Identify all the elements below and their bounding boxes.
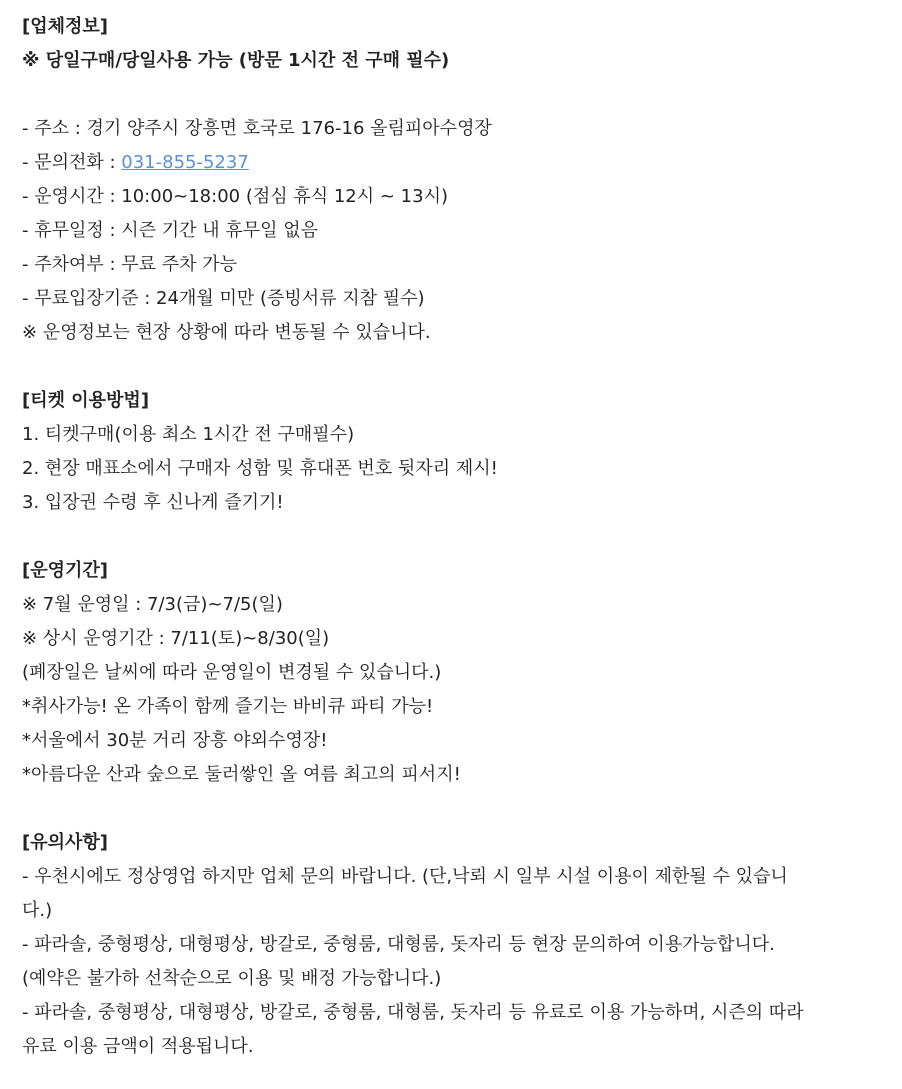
period-line: ※ 상시 운영기간 : 7/11(토)~8/30(일) bbox=[22, 628, 330, 649]
ticket-usage-heading: [티켓 이용방법] bbox=[22, 390, 150, 411]
phone-link[interactable]: 031-855-5237 bbox=[121, 152, 249, 173]
spacer bbox=[22, 350, 872, 384]
caution-line: 유료 이용 금액이 적용됩니다. bbox=[22, 1036, 254, 1057]
caution-line: 다.) bbox=[22, 900, 53, 921]
hours-line: - 운영시간 : 10:00~18:00 (점심 휴식 12시 ~ 13시) bbox=[22, 186, 448, 207]
period-line: *취사가능! 온 가족이 함께 즐기는 바비큐 파티 가능! bbox=[22, 696, 434, 717]
spacer bbox=[22, 78, 872, 112]
same-day-purchase-notice: ※ 당일구매/당일사용 가능 (방문 1시간 전 구매 필수) bbox=[22, 50, 450, 71]
caution-line: (예약은 불가하 선착순으로 이용 및 배정 가능합니다.) bbox=[22, 968, 442, 989]
period-line: *아름다운 산과 숲으로 둘러쌓인 올 여름 최고의 피서지! bbox=[22, 764, 461, 785]
phone-label: - 문의전화 : bbox=[22, 152, 122, 173]
caution-line: - 우천시에도 정상영업 하지만 업체 문의 바랍니다. (단,낙뢰 시 일부 시설 이용이 제한될 수 있습니 bbox=[22, 866, 788, 887]
ticket-step: 3. 입장권 수령 후 신나게 즐기기! bbox=[22, 492, 284, 513]
caution-line: - 파라솔, 중형평상, 대형평상, 방갈로, 중형룸, 대형룸, 돗자리 등 유료로 이용 가능하며, 시즌의 따라 bbox=[22, 1002, 804, 1023]
phone-line bbox=[22, 146, 872, 180]
ticket-step: 1. 티켓구매(이용 최소 1시간 전 구매필수) bbox=[22, 424, 355, 445]
cautions-heading: [유의사항] bbox=[22, 832, 109, 853]
spacer bbox=[22, 520, 872, 554]
caution-line: - 파라솔, 중형평상, 대형평상, 방갈로, 중형룸, 대형룸, 돗자리 등 현장 문의하여 이용가능합니다. bbox=[22, 934, 775, 955]
closed-days-line: - 휴무일정 : 시즌 기간 내 휴무일 없음 bbox=[22, 220, 319, 241]
operating-period-heading: [운영기간] bbox=[22, 560, 109, 581]
spacer bbox=[22, 792, 872, 826]
address-line: - 주소 : 경기 양주시 장흥면 호국로 176-16 올림피아수영장 bbox=[22, 118, 492, 139]
period-line: (폐장일은 날씨에 따라 운영일이 변경될 수 있습니다.) bbox=[22, 662, 442, 683]
free-entry-line: - 무료입장기준 : 24개월 미만 (증빙서류 지참 필수) bbox=[22, 288, 425, 309]
ticket-step: 2. 현장 매표소에서 구매자 성함 및 휴대폰 번호 뒷자리 제시! bbox=[22, 458, 498, 479]
parking-line: - 주차여부 : 무료 주차 가능 bbox=[22, 254, 238, 275]
period-line: *서울에서 30분 거리 장흥 야외수영장! bbox=[22, 730, 328, 751]
period-line: ※ 7월 운영일 : 7/3(금)~7/5(일) bbox=[22, 594, 283, 615]
company-info-heading: [업체정보] bbox=[22, 16, 109, 37]
info-change-notice: ※ 운영정보는 현장 상황에 따라 변동될 수 있습니다. bbox=[22, 322, 431, 343]
